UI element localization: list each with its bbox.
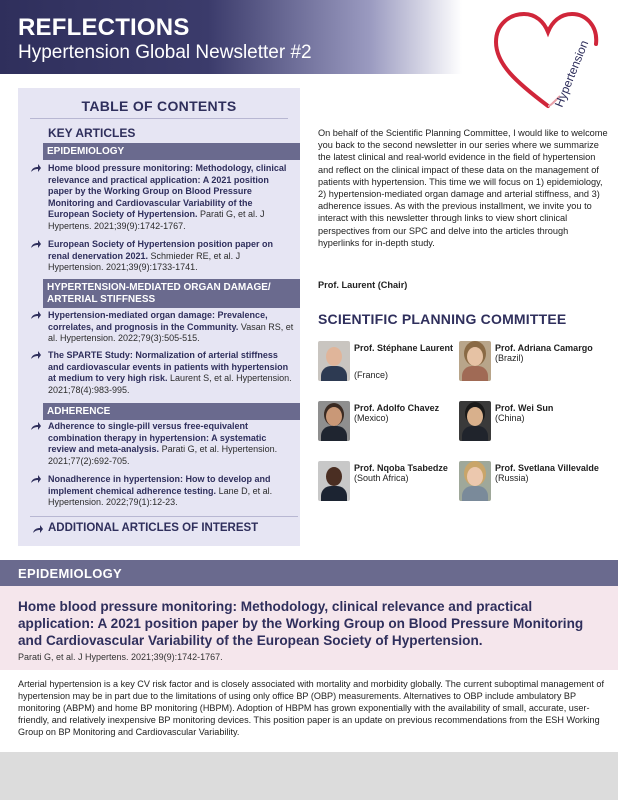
toc-article-citation: Lane D, et al. Hypertension. 2022;79(1):12-23. [48,485,273,508]
member-name: Prof. Adolfo Chavez [354,403,440,413]
footer-area [0,752,618,800]
logo-text: Hypertension [551,38,592,110]
toc-article-citation: Laurent S, et al. Hypertension. 2021;78(4):983-995. [48,373,292,395]
member-photo [318,461,350,501]
epidemiology-section-header [0,560,618,586]
toc-article-link[interactable] [48,239,294,274]
toc-article-link[interactable] [48,310,294,345]
share-arrow-icon [30,421,42,431]
section-label: EPIDEMIOLOGY [18,566,123,581]
member-name: Prof. Svetlana Villevalde [495,463,599,473]
intro-signature: Prof. Laurent (Chair) [318,280,408,290]
share-arrow-icon [30,239,42,249]
committee-member[interactable] [318,341,468,381]
toc-article-link[interactable] [48,163,294,233]
member-country: (France) [354,370,389,380]
member-country: (South Africa) [354,473,409,483]
committee-member[interactable] [459,341,609,381]
member-name: Prof. Wei Sun [495,403,554,413]
member-photo [459,341,491,381]
article-body: Arterial hypertension is a key CV risk factor and is closely associated with mortality and morbidity globally. The current suboptimal management of hypertension may be in part due to the limitations of using only office BP (OBP) measurements. Alternatives to OBP include ambulatory BP monitoring (ABPM) and home BP monitoring (HBPM). Adoption of HBPM has grown exponentially with the availability of small, accurate, user-friendly, and relatively inexpensive BP monitoring devices. This position paper is an update on previous recommendations from the ESH Working Group on BP Monitoring and Cardiovascular Variability. [18,679,604,737]
member-photo [459,401,491,441]
toc-title: TABLE OF CONTENTS [81,98,237,114]
committee-member[interactable] [318,401,468,441]
toc-article-title: Adherence to single-pill versus free-equivalent combination therapy in hypertension: A systematic review and meta-analysis. [48,421,267,455]
committee-member[interactable] [318,461,468,501]
toc-section-organ-damage[interactable]: HYPERTENSION-MEDIATED ORGAN DAMAGE/ ARTERIAL STIFFNESS [43,279,300,308]
toc-article-citation: Schmieder RE, et al. J Hypertension. 2021;39(9):1733-1741. [48,250,241,273]
toc-article-link[interactable] [48,421,294,467]
member-name: Prof. Stéphane Laurent [354,343,454,353]
toc-article-citation: Parati G, et al. Hypertension. 2021;77(2):692-705. [48,444,278,466]
article-title-link[interactable]: Home blood pressure monitoring: Methodology, clinical relevance and practical application: A 2021 position paper by the Working Group on Blood Pressure Monitoring and Cardiovascular Variability of the European Society of Hypertension. [18,599,584,648]
newsletter-subtitle: Hypertension Global Newsletter #2 [18,42,312,63]
toc-article-link[interactable] [48,474,294,509]
member-name: Prof. Nqoba Tsabedze [354,463,448,473]
member-name: Prof. Adriana Camargo [495,343,593,353]
toc-section-adherence[interactable]: ADHERENCE [43,403,300,420]
toc-article-title: The SPARTE Study: Normalization of arterial stiffness and cardiovascular events in patients with hypertension at medium to very high risk. [48,350,289,384]
toc-article-title: Home blood pressure monitoring: Methodology, clinical relevance and practical application: A 2021 position paper by the Working Group on Blood Pressure Monitoring and Cardiovascular Variability of the European Society of Hypertension. [48,163,287,220]
share-arrow-icon [30,350,42,360]
toc-article-title: Nonadherence in hypertension: How to develop and implement chemical adherence testing. [48,474,271,496]
toc-article-title: Hypertension-mediated organ damage: Prevalence, correlates, and prognosis in the Community. [48,310,268,332]
toc-article-citation: Vasan RS, et al. Hypertension. 2022;79(3):505-515. [48,321,294,344]
hypertension-heart-logo [486,8,610,120]
share-arrow-icon [30,163,42,173]
header-banner [0,0,462,74]
share-arrow-icon [30,310,42,320]
toc-article-link[interactable] [48,350,294,396]
member-photo [459,461,491,501]
committee-member[interactable] [459,401,609,441]
newsletter-title: REFLECTIONS [18,14,190,41]
divider [30,118,288,119]
member-photo [318,401,350,441]
intro-paragraph: On behalf of the Scientific Planning Committee, I would like to welcome you back to the second newsletter in our series where we summarize the latest clinical and real-world evidence in the field of hypertension and reflect on the clinical impact of these data on the management of patients with hypertension. This time we will focus on 1) epidemiology, 2) hypertension-mediated organ damage and arterial stiffness, and 3) adherence issues. As with the previous installment, we invite you to interact with this newsletter through links to view short clinical perspectives from our SPC and delve into the articles through hyperlinks for in-depth study. [318,128,608,248]
member-photo [318,341,350,381]
article-citation: Parati G, et al. J Hypertens. 2021;39(9):1742-1767. [18,652,223,662]
key-articles-label: KEY ARTICLES [48,126,136,140]
share-arrow-icon [32,524,44,534]
committee-member[interactable] [459,461,609,501]
additional-articles-link[interactable]: ADDITIONAL ARTICLES OF INTEREST [48,522,259,534]
divider [30,516,298,517]
member-country: (Mexico) [354,413,389,423]
member-country: (China) [495,413,525,423]
toc-section-epidemiology[interactable]: EPIDEMIOLOGY [43,143,300,160]
member-country: (Russia) [495,473,529,483]
toc-article-title: European Society of Hypertension position paper on renal denervation 2021. [48,239,274,261]
committee-title: SCIENTIFIC PLANNING COMMITTEE [318,311,567,327]
member-country: (Brazil) [495,353,524,363]
share-arrow-icon [30,474,42,484]
table-of-contents [18,88,300,546]
featured-article [0,586,618,670]
toc-article-citation: Parati G, et al. J Hypertens. 2021;39(9):1742-1767. [48,209,265,231]
